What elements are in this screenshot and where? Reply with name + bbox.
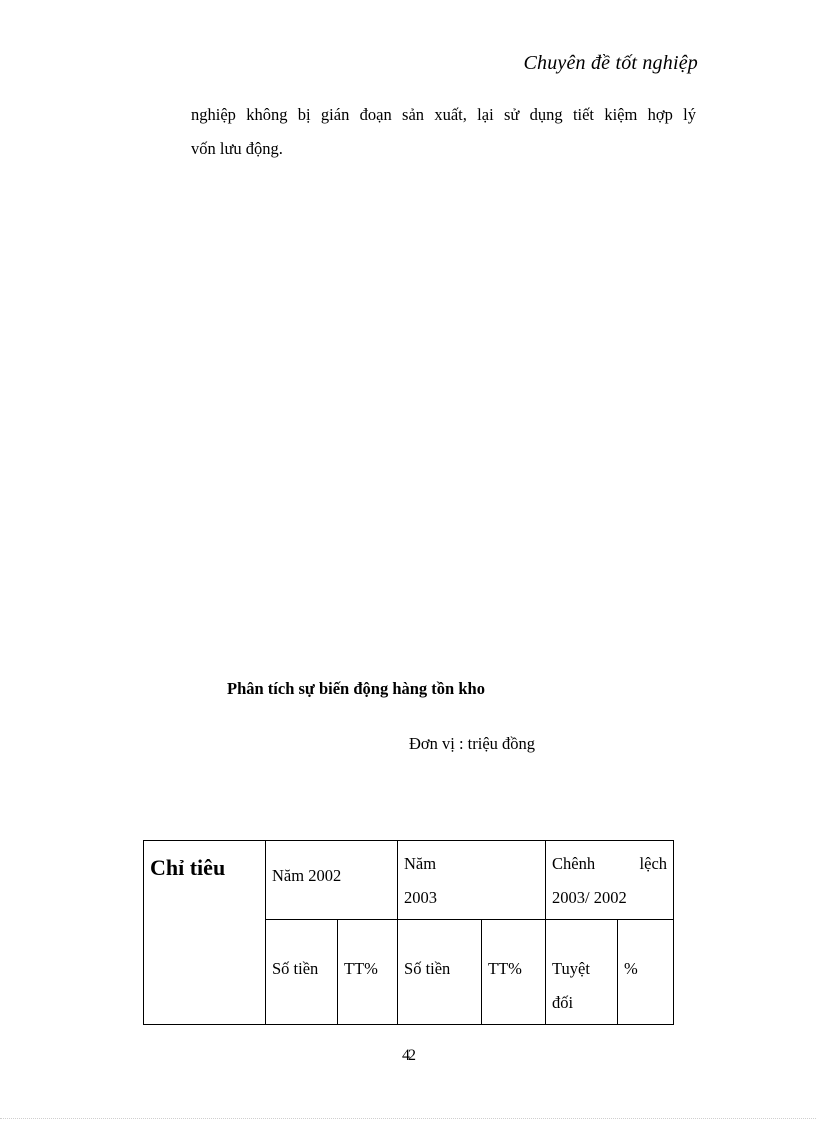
year-2003-label	[398, 841, 545, 919]
paragraph-line-2: vốn lưu động.	[191, 139, 283, 158]
table-header-row-1	[144, 841, 674, 920]
absolute-diff-header	[546, 920, 618, 1025]
year-2002-header	[266, 841, 398, 920]
year-2003-header	[398, 841, 546, 920]
page-bottom-divider	[0, 1118, 816, 1119]
running-header: Chuyên đề tốt nghiệp	[523, 52, 698, 74]
difference-header	[546, 841, 674, 920]
amount-2003-header	[398, 920, 482, 1025]
share-2003-header	[482, 920, 546, 1025]
percent-diff-header	[618, 920, 674, 1025]
share-2002-header	[338, 920, 398, 1025]
page-number: 42	[402, 1047, 414, 1064]
amount-2002-header	[266, 920, 338, 1025]
year-2003-label-line2: 2003	[404, 888, 438, 907]
inventory-table	[143, 840, 674, 1025]
share-2002-label: TT%	[344, 959, 378, 978]
paragraph-line-1: nghiệp không bị gián đoạn sản xuất, lại sử dụng tiết kiệm hợp lý	[191, 105, 696, 124]
absolute-diff-label	[546, 920, 617, 1024]
year-2003-label-line1: Năm	[404, 854, 437, 873]
chi-tieu-label: Chỉ tiêu	[150, 855, 226, 880]
absolute-diff-line1: Tuyệt	[552, 959, 590, 978]
absolute-diff-line2: đối	[552, 993, 574, 1012]
difference-label-line1	[552, 847, 667, 881]
difference-label	[546, 841, 673, 919]
difference-word-1: Chênh	[552, 854, 596, 873]
year-2002-label: Năm 2002	[272, 866, 342, 885]
difference-label-line2: 2003/ 2002	[552, 888, 627, 907]
unit-label: Đơn vị : triệu đồng	[409, 734, 536, 753]
amount-2002-label: Số tiền	[272, 959, 319, 978]
percent-diff-label: %	[624, 959, 638, 978]
difference-word-2: lệch	[639, 854, 668, 873]
body-paragraph	[191, 98, 696, 166]
share-2003-label: TT%	[488, 959, 522, 978]
section-title: Phân tích sự biến động hàng tồn kho	[227, 679, 485, 698]
chi-tieu-header	[144, 841, 266, 1025]
amount-2003-label: Số tiền	[404, 959, 451, 978]
